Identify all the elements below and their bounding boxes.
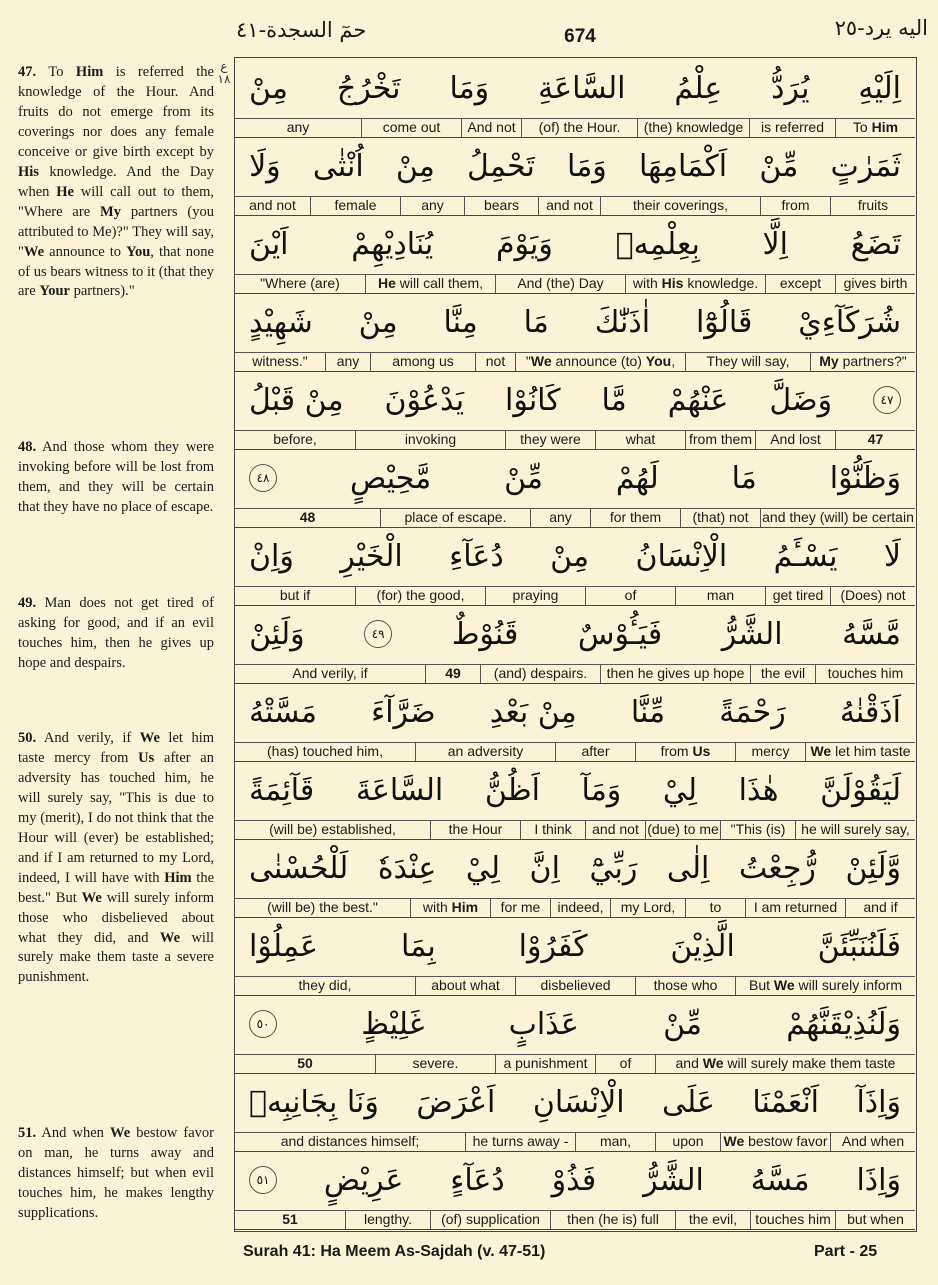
gloss-line xyxy=(235,820,915,840)
gloss-cell: any xyxy=(286,119,310,135)
gloss-cell: "We announce (to) You, xyxy=(515,353,685,371)
arabic-word: اِلَّا xyxy=(762,226,788,262)
gloss-cell: any xyxy=(400,197,464,215)
arabic-word: تَضَعُ xyxy=(850,226,901,262)
gloss-cell: then (he is) full xyxy=(550,1211,675,1229)
gloss-cell: an adversity xyxy=(415,743,555,761)
gloss-cell: their coverings, xyxy=(600,197,760,215)
gloss-cell: (and) despairs. xyxy=(480,665,600,683)
gloss-cell: and not xyxy=(538,197,600,215)
surah-footer: Surah 41: Ha Meem As-Sajdah (v. 47-51) xyxy=(243,1243,546,1260)
gloss-cell: upon xyxy=(655,1133,720,1151)
translation-paragraph xyxy=(18,729,214,988)
arabic-word: عَنْهُمْ xyxy=(667,382,729,418)
arabic-word: اِنَّ xyxy=(529,850,560,886)
arabic-word: مَّا xyxy=(601,382,627,418)
translation-paragraph xyxy=(18,1124,214,1224)
gloss-cell: touches him xyxy=(750,1211,835,1229)
gloss-cell: disbelieved xyxy=(515,977,635,995)
arabic-word: مِنْ xyxy=(550,538,590,574)
gloss-cell: mercy xyxy=(735,743,805,761)
gloss-cell: with Him xyxy=(410,899,490,917)
gloss-cell: and they (will) be certain xyxy=(760,509,915,527)
gloss-cell: man, xyxy=(575,1133,655,1151)
arabic-word: وَمَا xyxy=(449,70,490,106)
arabic-word: ثَمَرٰتٍ xyxy=(830,148,901,184)
arabic-word: اَيْنَ xyxy=(249,226,289,262)
arabic-word: اِلَيْهِ xyxy=(858,70,901,106)
gloss-cell: a punishment xyxy=(495,1055,595,1073)
gloss-cell: I think xyxy=(520,821,585,839)
word-by-word-panel xyxy=(234,57,917,1232)
arabic-word: رُّجِعْتُ xyxy=(738,850,816,886)
arabic-line xyxy=(235,994,915,1054)
arabic-word: يُرَدُّ xyxy=(771,70,810,106)
gloss-cell: (of) the Hour. xyxy=(521,119,637,137)
arabic-word: وَظَنُّوْا xyxy=(829,460,901,496)
verse-end-marker: ٤٧ xyxy=(873,386,901,414)
arabic-word: مِنْ بَعْدِ xyxy=(489,694,577,730)
gloss-cell: "Where (are) xyxy=(260,275,340,291)
gloss-cell: come out xyxy=(361,119,461,137)
arabic-word: اَنْعَمْنَا xyxy=(752,1084,820,1120)
arabic-word: الشَّرُّ xyxy=(721,616,783,652)
gloss-cell: except xyxy=(765,275,835,293)
arabic-word: السَّاعَةِ xyxy=(538,70,626,106)
gloss-cell: to xyxy=(685,899,745,917)
gloss-line xyxy=(235,118,915,138)
gloss-cell: And when xyxy=(830,1133,915,1151)
arabic-word: وَّلَئِنْ xyxy=(845,850,901,886)
arabic-line xyxy=(235,214,915,274)
arabic-word: مِّنَّا xyxy=(630,694,666,730)
arabic-word: اَذَقْنٰهُ xyxy=(839,694,901,730)
arabic-word: شَهِيْدٍ xyxy=(249,304,313,340)
gloss-cell: 47 xyxy=(835,431,915,449)
arabic-word: اَكْمَامِهَا xyxy=(638,148,728,184)
gloss-cell: (due) to me xyxy=(645,821,720,839)
gloss-cell: the evil xyxy=(750,665,815,683)
arabic-word: عَمِلُوْا xyxy=(249,928,319,964)
gloss-cell: for them xyxy=(590,509,680,527)
gloss-cell: but when xyxy=(835,1211,915,1229)
gloss-cell: praying xyxy=(485,587,585,605)
verse-text: And when We bestow favor on man, he turns away and distances himself; but when evil touches him, he makes lengthy supplications. xyxy=(18,1125,214,1221)
translation-paragraph xyxy=(18,63,214,302)
arabic-word: مَّسَّهُ xyxy=(842,616,901,652)
verse-end-marker: ٤٨ xyxy=(249,464,277,492)
verse-line xyxy=(235,58,915,136)
verse-line xyxy=(235,1072,915,1150)
verse-end-marker: ٥٠ xyxy=(249,1010,277,1038)
verse-number: 49. xyxy=(18,595,37,611)
gloss-cell: (will be) established, xyxy=(269,821,396,837)
gloss-cell: gives birth xyxy=(835,275,915,293)
arabic-word: وَنَا بِجَانِبِهٖ xyxy=(249,1084,379,1120)
verse-number: 47. xyxy=(18,64,37,80)
arabic-line xyxy=(235,526,915,586)
gloss-cell: among us xyxy=(370,353,475,371)
gloss-line xyxy=(235,898,915,918)
gloss-cell: female xyxy=(310,197,400,215)
arabic-word: مَّحِيْصٍ xyxy=(349,460,432,496)
arabic-word: ضَرَّآءَ xyxy=(371,694,436,730)
gloss-cell: He will call them, xyxy=(365,275,495,293)
gloss-cell: bears xyxy=(464,197,538,215)
arabic-word: مِنَّا xyxy=(443,304,478,340)
gloss-cell: the Hour xyxy=(430,821,520,839)
page-header xyxy=(0,0,938,48)
gloss-cell: And (the) Day xyxy=(495,275,625,293)
gloss-cell: And not xyxy=(461,119,521,137)
gloss-cell: (the) knowledge xyxy=(637,119,749,137)
arabic-word: مِنْ xyxy=(395,148,435,184)
arabic-word: اُنْثٰى xyxy=(312,148,364,184)
gloss-cell: (of) supplication xyxy=(430,1211,550,1229)
arabic-word: بِمَا xyxy=(400,928,436,964)
gloss-cell: (that) not xyxy=(680,509,760,527)
gloss-cell: the evil, xyxy=(675,1211,750,1229)
gloss-cell: witness." xyxy=(252,353,308,369)
gloss-cell: place of escape. xyxy=(380,509,530,527)
verse-line xyxy=(235,136,915,214)
gloss-cell: he turns away - xyxy=(465,1133,575,1151)
gloss-cell: invoking xyxy=(355,431,505,449)
arabic-word: وَمَآ xyxy=(581,772,622,808)
gloss-cell: my Lord, xyxy=(610,899,685,917)
arabic-word: اَظُنُّ xyxy=(484,772,540,808)
verse-text: And those whom they were invoking before will be lost from them, and they will be certain that they have no place of escape. xyxy=(18,439,215,515)
arabic-word: مَا xyxy=(523,304,549,340)
arabic-word: وَلَئِنْ xyxy=(249,616,305,652)
gloss-cell: (has) touched him, xyxy=(267,743,383,759)
arabic-word: السَّاعَةَ xyxy=(355,772,444,808)
arabic-word: مَا xyxy=(731,460,757,496)
translation-paragraph xyxy=(18,438,214,518)
arabic-word: يُنَادِيْهِمْ xyxy=(351,226,434,262)
arabic-line xyxy=(235,370,915,430)
arabic-word: عَرِيْضٍ xyxy=(323,1162,404,1198)
gloss-cell: of xyxy=(585,587,675,605)
gloss-cell: And lost xyxy=(755,431,835,449)
arabic-word: مِّنْ xyxy=(504,460,543,496)
gloss-cell: any xyxy=(325,353,370,371)
arabic-word: اِلٰى xyxy=(666,850,710,886)
verse-text: Man does not get tired of asking for good, and if an evil touches him, then he gives up hope and despairs. xyxy=(18,595,214,671)
gloss-cell: severe. xyxy=(375,1055,495,1073)
arabic-word: وَلَنُذِيْقَنَّهُمْ xyxy=(786,1006,901,1042)
arabic-word: وَضَلَّ xyxy=(769,382,833,418)
arabic-word: فَيَـُٔوْسٌ xyxy=(577,616,663,652)
gloss-cell: My partners?" xyxy=(810,353,915,371)
gloss-line xyxy=(235,508,915,528)
gloss-cell: 48 xyxy=(299,509,316,525)
arabic-word: وَلَا xyxy=(249,148,281,184)
gloss-cell: 51 xyxy=(282,1211,298,1227)
verse-text: And verily, if We let him taste mercy from Us after an adversity has touched him, he will surely say, "This is due to my (merit), I do not think that the Hour will (ever) be established; and if I am returned to my Lord, indeed, I will have with Him the best." But We will surely inform those who disbelieved about what they did, and We will surely make them taste a severe punishment. xyxy=(18,730,215,986)
gloss-cell: is referred xyxy=(749,119,835,137)
arabic-word: قَنُوْطٌ xyxy=(451,616,519,652)
arabic-word: رَبِّيْٓ xyxy=(589,850,638,886)
gloss-cell: (for) the good, xyxy=(355,587,485,605)
gloss-cell: before, xyxy=(273,431,317,447)
arabic-word: قَالُوْٓا xyxy=(695,304,753,340)
arabic-word: يَدْعُوْنَ xyxy=(384,382,465,418)
arabic-word: مِّنْ xyxy=(663,1006,702,1042)
gloss-line xyxy=(235,976,915,996)
gloss-cell: any xyxy=(530,509,590,527)
arabic-word: تَحْمِلُ xyxy=(467,148,535,184)
verse-line xyxy=(235,916,915,994)
arabic-line xyxy=(235,58,915,118)
verse-number: 51. xyxy=(18,1125,37,1141)
gloss-cell: "This (is) xyxy=(720,821,795,839)
arabic-word: عَلَى xyxy=(662,1084,715,1120)
gloss-cell: and We will surely make them taste xyxy=(655,1055,915,1073)
gloss-cell: But We will surely inform xyxy=(735,977,915,995)
gloss-cell: They will say, xyxy=(685,353,810,371)
gloss-cell: after xyxy=(555,743,635,761)
gloss-cell: I am returned xyxy=(745,899,845,917)
arabic-word: لَهُمْ xyxy=(615,460,659,496)
arabic-word: عِنْدَهٗ xyxy=(377,850,437,886)
verse-line xyxy=(235,214,915,292)
arabic-word: قَآئِمَةً xyxy=(249,772,315,808)
gloss-cell: then he gives up hope xyxy=(600,665,750,683)
gloss-cell: (Does) not xyxy=(830,587,915,605)
verse-line xyxy=(235,604,915,682)
gloss-cell: for me xyxy=(490,899,550,917)
arabic-word: لَا xyxy=(883,538,901,574)
arabic-word: مِّنْ xyxy=(759,148,799,184)
gloss-cell: (will be) the best." xyxy=(267,899,378,915)
gloss-line xyxy=(235,1210,915,1230)
arabic-word: لِيْ xyxy=(662,772,698,808)
arabic-line xyxy=(235,838,915,898)
arabic-word: شُرَكَآءِيْ xyxy=(798,304,901,340)
arabic-word: رَحْمَةً xyxy=(719,694,786,730)
gloss-cell: what xyxy=(595,431,685,449)
verse-end-marker: ٥١ xyxy=(249,1166,277,1194)
verse-line xyxy=(235,682,915,760)
surah-name-arabic: حمٓ السجدة-٤١ xyxy=(236,18,367,42)
verse-text: To Him is referred the knowledge of the Hour. And fruits do not emerge from its coverings nor does any female conceive or give birth except by His knowledge. And the Day when He will call out to them, "Where are My partners (you attributed to Me)?" They will say, "We announce to You, that none of us bears witness to it (that they are Your partners)." xyxy=(18,64,214,300)
gloss-line xyxy=(235,352,915,372)
verse-line xyxy=(235,370,915,448)
arabic-word: وَاِنْ xyxy=(249,538,294,574)
arabic-word: وَاِذَا xyxy=(856,1162,901,1198)
arabic-line xyxy=(235,760,915,820)
arabic-word: غَلِيْظٍ xyxy=(361,1006,425,1042)
gloss-cell: he will surely say, xyxy=(795,821,915,839)
gloss-line xyxy=(235,274,915,294)
gloss-cell: of xyxy=(595,1055,655,1073)
verse-end-marker: ٤٩ xyxy=(364,620,392,648)
arabic-word: دُعَآءِ xyxy=(449,538,504,574)
verse-line xyxy=(235,838,915,916)
gloss-cell: those who xyxy=(635,977,735,995)
arabic-word: مِنْ قَبْلُ xyxy=(249,382,344,418)
verse-line xyxy=(235,1150,915,1228)
arabic-word: مِنْ xyxy=(249,70,288,106)
gloss-line xyxy=(235,742,915,762)
arabic-word: كَانُوْا xyxy=(504,382,561,418)
gloss-cell: We bestow favor xyxy=(720,1133,830,1151)
arabic-line xyxy=(235,448,915,508)
gloss-line xyxy=(235,196,915,216)
arabic-line xyxy=(235,292,915,352)
arabic-word: لَلْحُسْنٰى xyxy=(249,850,349,886)
gloss-cell: touches him xyxy=(815,665,915,683)
gloss-cell: lengthy. xyxy=(345,1211,430,1229)
arabic-word: عِلْمُ xyxy=(674,70,723,106)
gloss-cell: and if xyxy=(845,899,915,917)
verse-number: 48. xyxy=(18,439,37,455)
gloss-line xyxy=(235,664,915,684)
gloss-cell: indeed, xyxy=(550,899,610,917)
arabic-word: مِنْ xyxy=(358,304,398,340)
gloss-cell: And verily, if xyxy=(292,665,368,681)
arabic-word: وَاِذَآ xyxy=(856,1084,901,1120)
gloss-cell: but if xyxy=(279,587,311,603)
arabic-word: الْاِنْسَانُ xyxy=(635,538,728,574)
arabic-line xyxy=(235,604,915,664)
arabic-word: لِيْ xyxy=(465,850,500,886)
arabic-word: هٰذَا xyxy=(738,772,779,808)
verse-line xyxy=(235,526,915,604)
arabic-word: دُعَآءٍ xyxy=(450,1162,505,1198)
arabic-word: يَسْـَٔمُ xyxy=(773,538,838,574)
arabic-word: عَذَابٍ xyxy=(508,1006,579,1042)
translation-paragraph xyxy=(18,594,214,674)
gloss-cell: 50 xyxy=(297,1055,313,1071)
page-number: 674 xyxy=(564,26,596,47)
arabic-word: لَيَقُوْلَنَّ xyxy=(820,772,901,808)
arabic-word: بِعِلْمِهٖ xyxy=(615,226,700,262)
ruku-marker: ع ١٨ xyxy=(217,59,231,86)
gloss-cell: get tired xyxy=(765,587,830,605)
gloss-cell: 49 xyxy=(425,665,480,683)
gloss-line xyxy=(235,586,915,606)
arabic-word: وَيَوْمَ xyxy=(495,226,553,262)
arabic-word: اٰذَنّٰكَ xyxy=(594,304,651,340)
gloss-cell: not xyxy=(475,353,515,371)
arabic-word: تَخْرُجُ xyxy=(336,70,401,106)
arabic-line xyxy=(235,916,915,976)
arabic-word: اَعْرَضَ xyxy=(416,1084,496,1120)
arabic-word: الشَّرُّ xyxy=(643,1162,704,1198)
gloss-cell: from xyxy=(760,197,830,215)
arabic-word: مَسَّتْهُ xyxy=(249,694,317,730)
arabic-word: فَلَنُنَبِّئَنَّ xyxy=(817,928,901,964)
verse-line xyxy=(235,292,915,370)
arabic-word: الْاِنْسَانِ xyxy=(532,1084,625,1120)
verse-line xyxy=(235,994,915,1072)
arabic-word: الْخَيْرِ xyxy=(340,538,403,574)
arabic-line xyxy=(235,1150,915,1210)
gloss-cell: fruits xyxy=(830,197,915,215)
gloss-cell: We let him taste xyxy=(805,743,915,761)
gloss-cell: from Us xyxy=(635,743,735,761)
arabic-line xyxy=(235,1072,915,1132)
gloss-cell: about what xyxy=(415,977,515,995)
gloss-cell: they did, xyxy=(298,977,352,993)
gloss-cell: and not xyxy=(585,821,645,839)
gloss-cell: and distances himself; xyxy=(280,1133,420,1149)
arabic-line xyxy=(235,136,915,196)
gloss-cell: To Him xyxy=(835,119,915,137)
gloss-cell: with His knowledge. xyxy=(625,275,765,293)
arabic-word: الَّذِيْنَ xyxy=(670,928,735,964)
arabic-word: فَذُوْ xyxy=(551,1162,597,1198)
gloss-cell: from them xyxy=(685,431,755,449)
arabic-line xyxy=(235,682,915,742)
arabic-word: وَمَا xyxy=(567,148,607,184)
verse-number: 50. xyxy=(18,730,37,746)
gloss-line xyxy=(235,430,915,450)
gloss-line xyxy=(235,1132,915,1152)
arabic-word: كَفَرُوْا xyxy=(518,928,588,964)
gloss-cell: and not xyxy=(249,197,296,213)
arabic-word: مَسَّهُ xyxy=(750,1162,810,1198)
gloss-cell: man xyxy=(675,587,765,605)
verse-line xyxy=(235,760,915,838)
verse-line xyxy=(235,448,915,526)
juz-name-arabic: اليه يرد-٢٥ xyxy=(834,16,928,40)
gloss-cell: they were xyxy=(505,431,595,449)
gloss-line xyxy=(235,1054,915,1074)
part-footer: Part - 25 xyxy=(814,1243,878,1260)
